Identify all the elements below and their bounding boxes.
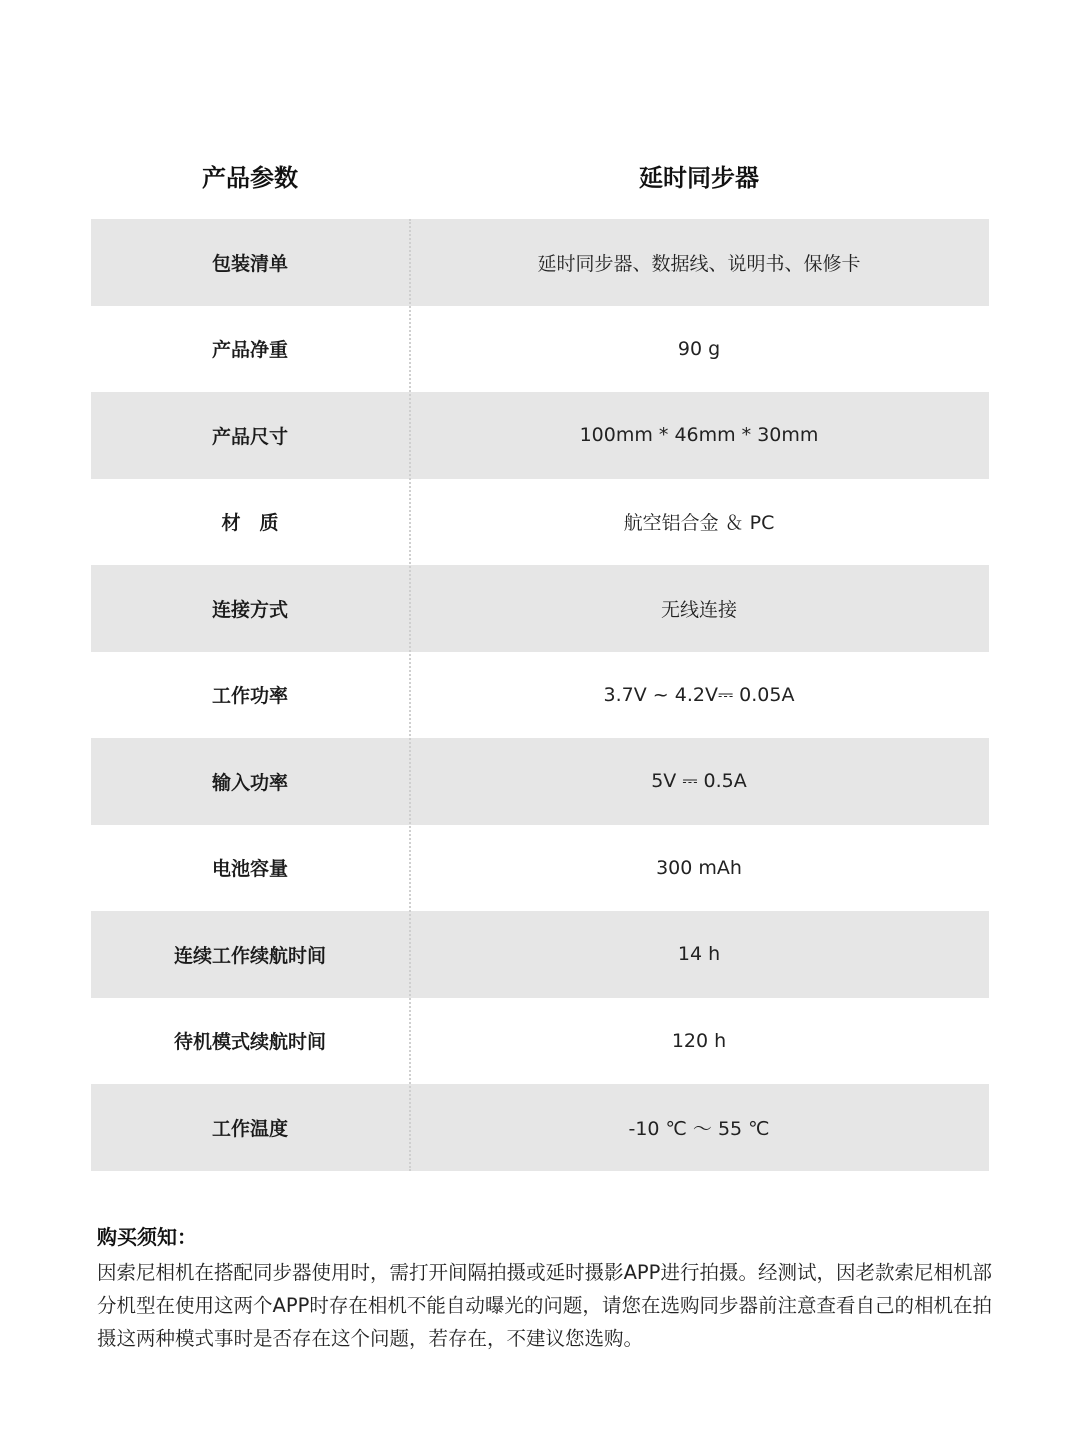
notice-title: 购买须知： xyxy=(97,1225,197,1249)
table-row xyxy=(91,1084,989,1171)
row-value: 延时同步器、数据线、说明书、保修卡 xyxy=(537,252,861,275)
row-value: 5V ⎓ 0.5A xyxy=(651,770,747,793)
header-value: 延时同步器 xyxy=(639,164,759,192)
header-label: 产品参数 xyxy=(202,164,298,192)
table-row xyxy=(91,652,989,739)
table-row xyxy=(91,565,989,652)
row-value: -10 ℃ ～ 55 ℃ xyxy=(628,1117,770,1140)
row-value: 14 h xyxy=(677,943,721,966)
row-value: 航空铝合金 ＆ PC xyxy=(623,512,775,535)
table-row xyxy=(91,392,989,479)
row-label: 包装清单 xyxy=(211,252,288,275)
row-value: 90 g xyxy=(677,337,721,360)
row-value: 无线连接 xyxy=(660,598,737,621)
row-label: 材 质 xyxy=(221,512,279,535)
row-label: 输入功率 xyxy=(211,771,288,794)
table-row xyxy=(91,998,989,1085)
table-row xyxy=(91,738,989,825)
row-label: 产品尺寸 xyxy=(211,425,288,448)
table-row xyxy=(91,911,989,998)
row-label: 连续工作续航时间 xyxy=(173,944,326,967)
row-label: 工作温度 xyxy=(211,1117,288,1140)
row-value: 120 h xyxy=(671,1029,727,1052)
row-label: 工作功率 xyxy=(211,685,288,708)
table-row xyxy=(91,479,989,566)
table-row xyxy=(91,219,989,306)
row-value: 100mm * 46mm * 30mm xyxy=(579,424,819,447)
row-label: 待机模式续航时间 xyxy=(173,1031,326,1054)
spec-table xyxy=(91,132,989,1171)
row-value: 300 mAh xyxy=(656,856,742,879)
row-label: 电池容量 xyxy=(211,858,288,881)
table-body xyxy=(91,219,989,1171)
row-value: 3.7V ~ 4.2V⎓ 0.05A xyxy=(603,683,795,706)
purchase-notice xyxy=(97,1220,992,1355)
row-label: 产品净重 xyxy=(211,339,288,362)
table-header xyxy=(91,132,989,219)
table-row xyxy=(91,306,989,393)
row-label: 连接方式 xyxy=(211,598,288,621)
table-row xyxy=(91,825,989,912)
notice-body: 因索尼相机在搭配同步器使用时，需打开间隔拍摄或延时摄影APP进行拍摄。经测试，因老款索尼相机部分机型在使用这两个APP时存在相机不能自动曝光的问题，请您在选购同步器前注意查看自己的相机在拍摄这两种模式事时是否存在这个问题，若存在，不建议您选购。 xyxy=(97,1261,992,1350)
